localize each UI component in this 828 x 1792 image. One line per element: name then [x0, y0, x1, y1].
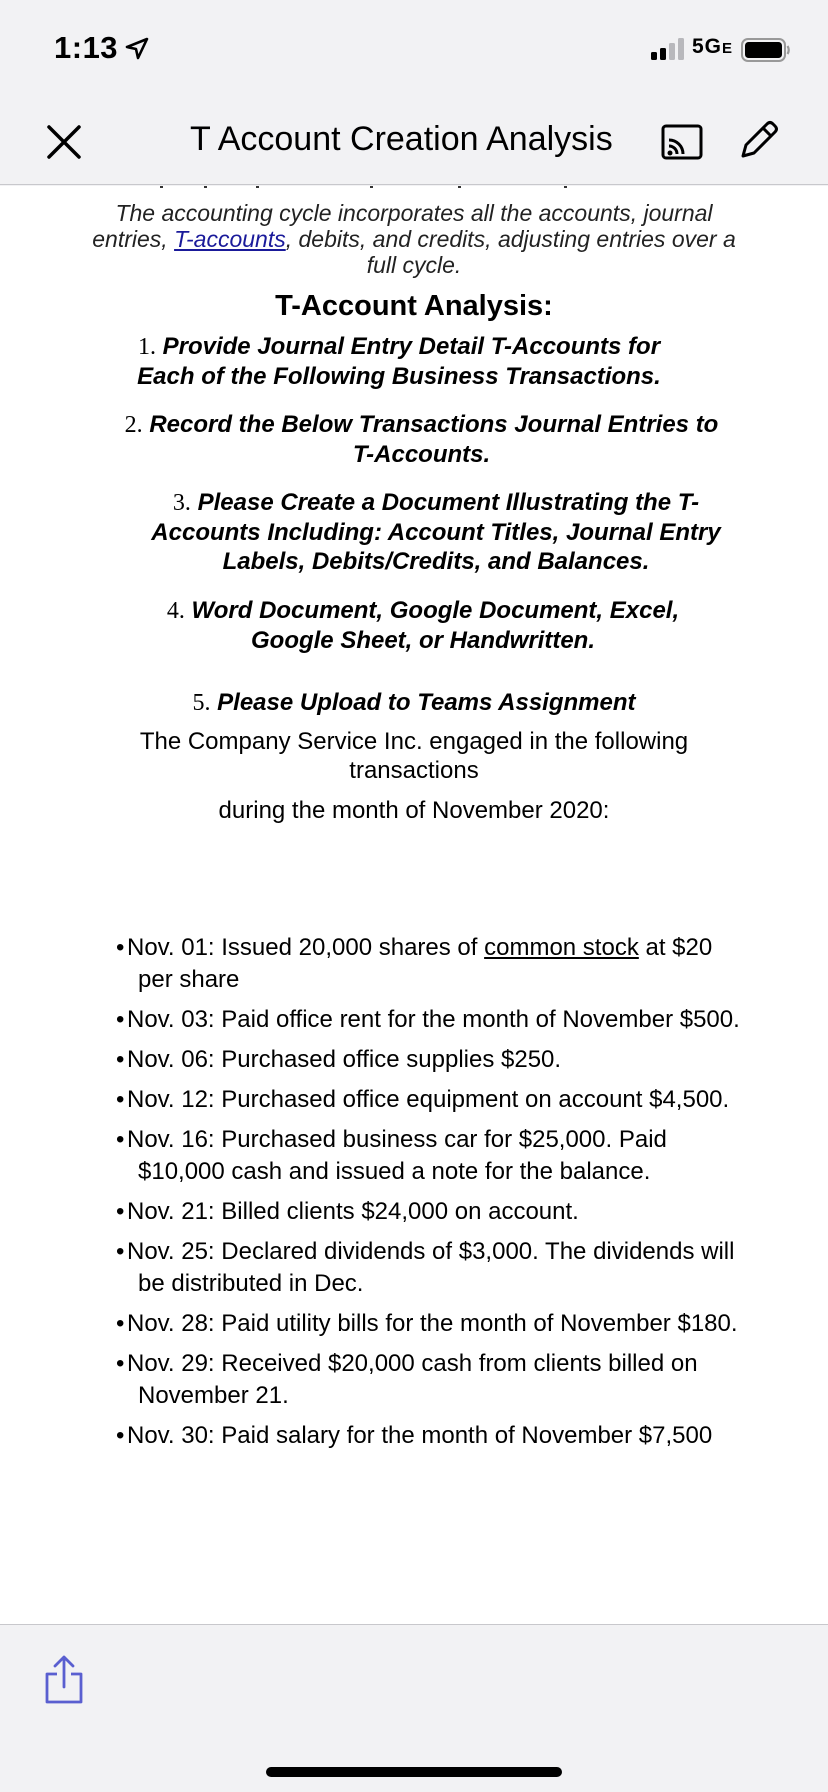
t-accounts-link[interactable]: T-accounts — [174, 226, 286, 252]
step-2: 2. Record the Below Transactions Journal Entries to T-Accounts. — [124, 411, 719, 468]
section-heading: T-Account Analysis: — [275, 290, 553, 322]
home-indicator[interactable] — [266, 1767, 562, 1777]
step-1: 1. Provide Journal Entry Detail T-Accounts for Each of the Following Business Transactions. — [137, 333, 661, 390]
status-bar — [0, 0, 828, 100]
list-item: • Nov. 16: Purchased business car for $25,000. Paid $10,000 cash and issued a note for the balance. — [120, 1124, 740, 1188]
step-4: 4. Word Document, Google Document, Excel, Google Sheet, or Handwritten. — [166, 597, 680, 654]
company-line: The Company Service Inc. engaged in the following transactions — [139, 728, 689, 784]
list-item: • Nov. 01: Issued 20,000 shares of common stock at $20 per share — [120, 932, 740, 996]
transaction-list — [120, 932, 740, 1460]
bottom-toolbar — [0, 1624, 828, 1792]
intro-paragraph: The accounting cycle incorporates all the accounts, journal entries, T-accounts, debits, and credits, adjusting entries over a full cycle. — [92, 200, 736, 278]
list-item: • Nov. 30: Paid salary for the month of November $7,500 — [120, 1420, 740, 1452]
list-item: • Nov. 28: Paid utility bills for the month of November $180. — [120, 1308, 740, 1340]
share-icon[interactable] — [42, 1653, 86, 1705]
navigation-bar — [0, 100, 828, 185]
pencil-icon[interactable] — [737, 118, 781, 162]
step-3: 3. Please Create a Document Illustrating the T-Accounts Including: Account Titles, Journal Entry Labels, Debits/Credits, and Balances. — [151, 489, 721, 575]
battery-icon — [741, 38, 791, 62]
list-item: • Nov. 29: Received $20,000 cash from clients billed on November 21. — [120, 1348, 740, 1412]
list-item: • Nov. 12: Purchased office equipment on account $4,500. — [120, 1084, 740, 1116]
location-arrow-icon — [124, 36, 150, 62]
month-line: during the month of November 2020: — [218, 797, 610, 824]
document-viewer[interactable] — [0, 186, 828, 1624]
network-type-label: 5GE — [692, 35, 734, 58]
list-item: • Nov. 03: Paid office rent for the month of November $500. — [120, 1004, 740, 1036]
list-item: • Nov. 21: Billed clients $24,000 on account. — [120, 1196, 740, 1228]
list-item: • Nov. 25: Declared dividends of $3,000. The dividends will be distributed in Dec. — [120, 1236, 740, 1300]
common-stock-link[interactable]: common stock — [484, 934, 639, 961]
status-time: 1:13 — [54, 30, 119, 65]
clipped-text-line — [160, 186, 580, 188]
list-item: • Nov. 06: Purchased office supplies $250. — [120, 1044, 740, 1076]
step-5: 5. Please Upload to Teams Assignment — [192, 689, 636, 716]
page-title: T Account Creation Analysis — [190, 120, 613, 158]
cast-icon[interactable] — [661, 122, 703, 162]
cellular-signal-icon — [651, 38, 687, 60]
close-icon[interactable] — [44, 122, 84, 162]
